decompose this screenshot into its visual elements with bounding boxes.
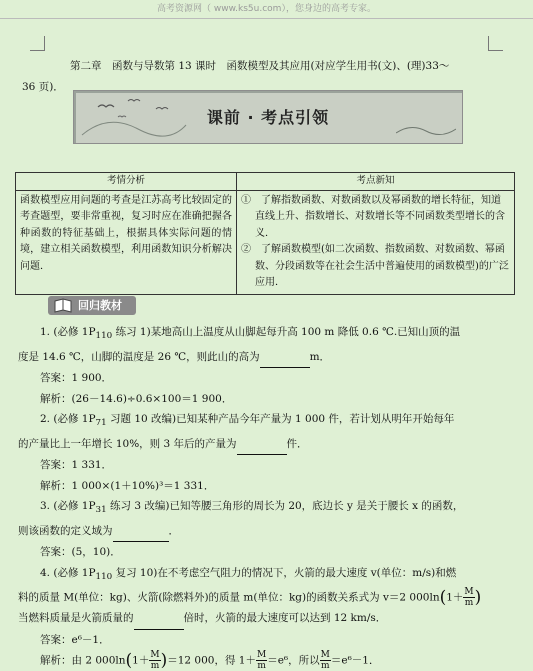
q4-line-1: 4. (必修 $1P_{110}$ 复习 10)在不考虑空气阻力的情况下，火箭的最大速度 v(单位：m/s)和燃 xyxy=(40,566,457,582)
knowledge-item-2: ② 了解函数模型(如二次函数、指数函数、对数函数、幂函数、分段函数等在社会生活中普遍使用的函数模型)的广泛应用． xyxy=(241,244,509,288)
q2-line-2: 的产量比上一年增长 10%，则 3 年后的产量为 件． xyxy=(18,434,518,456)
chapter-line-1: 第二章 函数与导数第 13 课时 函数模型及其应用(对应学生用书(文)、(理)33～ xyxy=(70,60,450,72)
q1-line-2: 度是 14.6 ℃，山脚的温度是 26 ℃，则此山的高为 m． xyxy=(18,347,518,369)
exercise-list xyxy=(18,322,518,671)
section-banner xyxy=(73,90,463,144)
q4-answer: 答案：e⁶－1． xyxy=(40,633,110,646)
wave-decoration xyxy=(396,123,456,137)
q4-line-3: 当燃料质量是火箭质量的 倍时，火箭的最大速度可以达到 12 km/s． xyxy=(18,608,518,630)
q2-blank xyxy=(237,434,287,456)
crop-mark-right xyxy=(488,36,503,51)
q1-answer: 答案：1 900． xyxy=(40,372,113,385)
q3-line-1: 3. (必修 $1P_{31}$ 练习 3 改编)已知等腰三角形的周长为 20，底边长 y 是关于腰长 x 的函数， xyxy=(40,500,464,516)
book-icon xyxy=(54,298,72,313)
badge-label: 回归教材 xyxy=(78,299,122,312)
crop-mark-left xyxy=(30,36,45,51)
page-header: 高考资源网（ www.ks5u.com），您身边的高考专家。 xyxy=(0,0,533,19)
chapter-line-2: 36 页)． xyxy=(22,81,64,93)
q2-answer: 答案：1 331． xyxy=(40,459,113,472)
q3-answer: 答案：(5，10)． xyxy=(40,546,121,559)
table-header-analysis: 考情分析 xyxy=(16,173,237,191)
banner-title: 课前 · 考点引领 xyxy=(206,108,330,127)
q3-blank xyxy=(113,521,169,543)
q4-line-2: 料的质量 M(单位：kg)、火箭(除燃料外)的质量 m(单位：kg)的函数关系式为 v＝2 000ln(1＋ $\frac{M}{m}$ ) xyxy=(18,587,482,609)
knowledge-cell xyxy=(237,190,515,294)
q4-fraction: $\frac{M}{m}$ xyxy=(464,587,474,609)
analysis-table xyxy=(15,172,515,295)
q1-line-1: 1. (必修 $1P_{110}$ 练习 1)某地高山上温度从山脚起每升高 100 m 降低 0.6 ℃.已知山顶的温 xyxy=(40,326,461,342)
q2-line-1: 2. (必修 $1P_{71}$ 习题 10 改编)已知某种产品今年产量为 1 000 件，若计划从明年开始每年 xyxy=(40,413,455,429)
q1-blank xyxy=(260,347,310,369)
analysis-text: 函数模型应用问题的考查是江苏高考比较固定的考查题型，要非常重视，复习时应在准确把握各种函数的特征基础上，根据具体实际问题的情境，建立相关函数模型，利用函数知识分析解决问题． xyxy=(16,190,237,294)
table-header-knowledge: 考点新知 xyxy=(237,173,515,191)
q4-solution: 解析：由 2 000ln(1＋ $\frac{M}{m}$ )＝12 000，得 1＋ $\frac{M}{m}$ ＝e⁶，所以 $\frac{M}{m}$ ＝e⁶－1． xyxy=(40,650,380,671)
q4-blank xyxy=(134,608,184,630)
q1-solution: 解析：(26－14.6)÷0.6×100＝1 900． xyxy=(40,392,233,405)
q3-line-2: 则该函数的定义域为 ． xyxy=(18,521,518,543)
section-badge xyxy=(48,296,136,315)
knowledge-item-1: ① 了解指数函数、对数函数以及幂函数的增长特征，知道直线上升、指数增长、对数增长等不同函数类型增长的含义． xyxy=(241,194,505,239)
q2-solution: 解析：1 000×(1＋10%)³＝1 331． xyxy=(40,479,215,492)
